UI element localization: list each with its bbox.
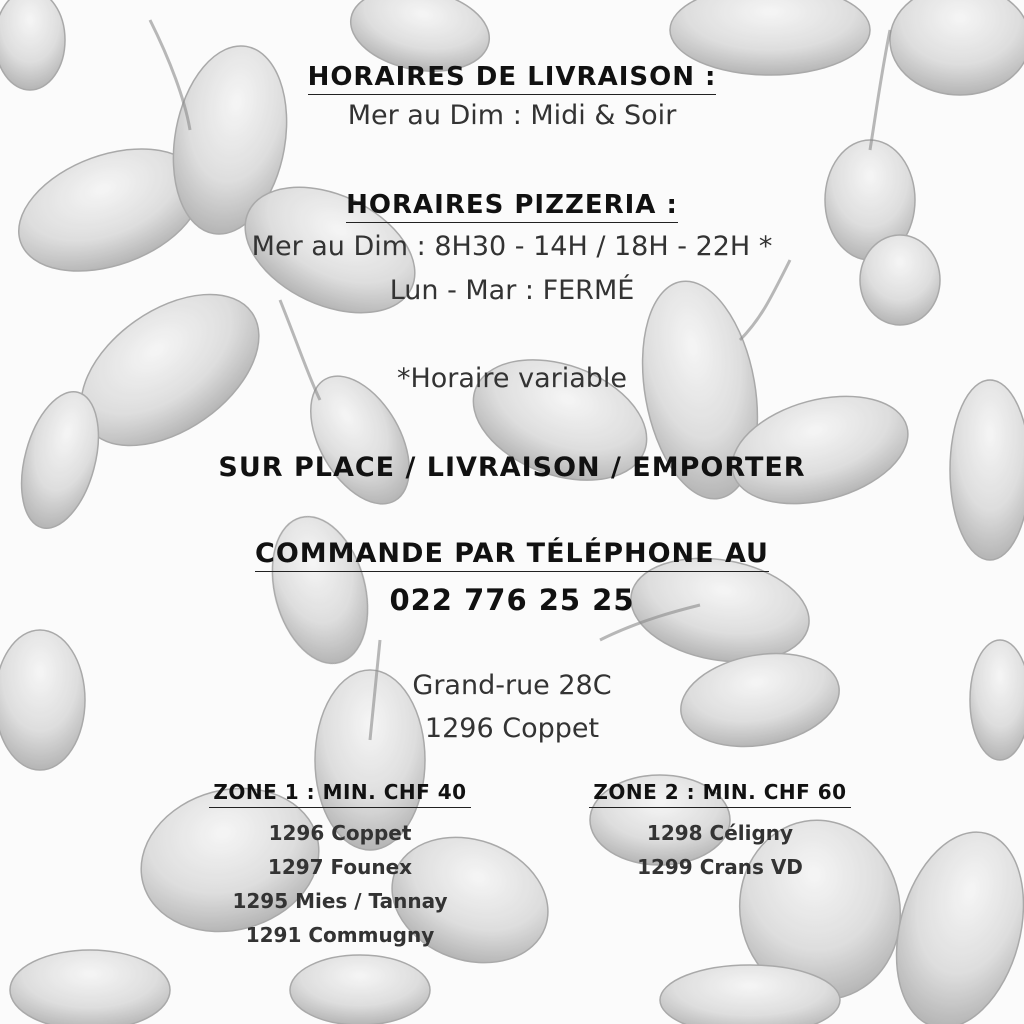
- zone-2-item: 1298 Céligny: [646, 821, 794, 845]
- pizzeria-hours-heading: HORAIRES PIZZERIA :: [0, 190, 1024, 223]
- address-street: Grand-rue 28C: [412, 670, 612, 701]
- delivery-hours-heading: HORAIRES DE LIVRAISON :: [0, 62, 1024, 95]
- address-city: 1296 Coppet: [424, 713, 600, 744]
- zone-2-item: 1299 Crans VD: [637, 855, 803, 879]
- zone-2-title: ZONE 2 : MIN. CHF 60: [570, 780, 870, 808]
- phone-number[interactable]: 022 776 25 25: [389, 583, 635, 617]
- services-heading: SUR PLACE / LIVRAISON / EMPORTER: [218, 452, 806, 483]
- delivery-hours-line: Mer au Dim : Midi & Soir: [347, 100, 677, 131]
- zone-1-item: 1297 Founex: [267, 855, 413, 879]
- zone-1: [190, 780, 490, 952]
- pizzeria-hours-line2: Lun - Mar : FERMÉ: [389, 275, 635, 306]
- pizzeria-hours-line1: Mer au Dim : 8H30 - 14H / 18H - 22H *: [251, 231, 773, 262]
- zone-1-item: 1291 Commugny: [245, 923, 435, 947]
- zone-1-title: ZONE 1 : MIN. CHF 40: [190, 780, 490, 808]
- zone-2: [570, 780, 870, 884]
- hours-note: *Horaire variable: [396, 363, 628, 394]
- zone-1-item: 1296 Coppet: [268, 821, 412, 845]
- order-heading: COMMANDE PAR TÉLÉPHONE AU: [0, 538, 1024, 572]
- zone-1-item: 1295 Mies / Tannay: [232, 889, 448, 913]
